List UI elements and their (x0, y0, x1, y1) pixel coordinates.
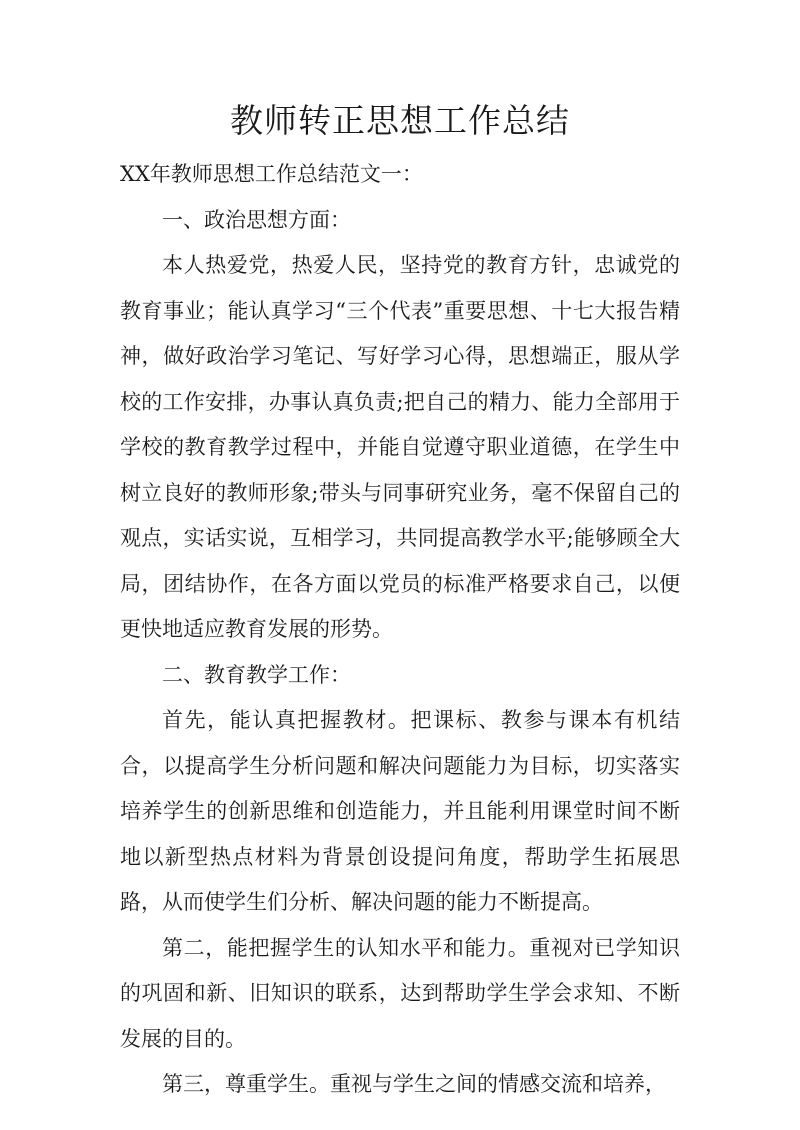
paragraph-teaching-first: 首先，能认真把握教材。把课标、教参与课本有机结合，以提高学生分析问题和解决问题能力为目标，切实落实培养学生的创新思维和创造能力，并且能利用课堂时间不断地以新型热点材料为背景创设提问角度，帮助学生拓展思路，从而使学生们分析、解决问题的能力不断提高。 (120, 708, 680, 914)
document-title: 教师转正思想工作总结 (230, 101, 570, 140)
section-heading-teaching: 二、教育教学工作： (162, 662, 351, 687)
paragraph-teaching-third: 第三，尊重学生。重视与学生之间的情感交流和培养， (162, 1072, 666, 1096)
paragraph-teaching-second: 第二，能把握学生的认知水平和能力。重视对已学知识的巩固和新、旧知识的联系，达到帮助学生学会求知、不断发展的目的。 (120, 935, 680, 1051)
section-heading-political: 一、政治思想方面： (162, 207, 351, 232)
paragraph-heading-intro: XX年教师思想工作总结范文一： (120, 162, 423, 186)
document-body (120, 152, 680, 1108)
paragraph-political: 本人热爱党，热爱人民，坚持党的教育方针，忠诚党的教育事业；能认真学习“三个代表”重要思想、十七大报告精神，做好政治学习笔记、写好学习心得，思想端正，服从学校的工作安排，办事认真负责;把自己的精力、能力全部用于学校的教育教学过程中，并能自觉遵守职业道德，在学生中树立良好的教师形象;带头与同事研究业务，毫不保留自己的观点，实话实说，互相学习，共同提高教学水平;能够顾全大局，团结协作，在各方面以党员的标准严格要求自己，以便更快地适应教育发展的形势。 (120, 253, 680, 641)
